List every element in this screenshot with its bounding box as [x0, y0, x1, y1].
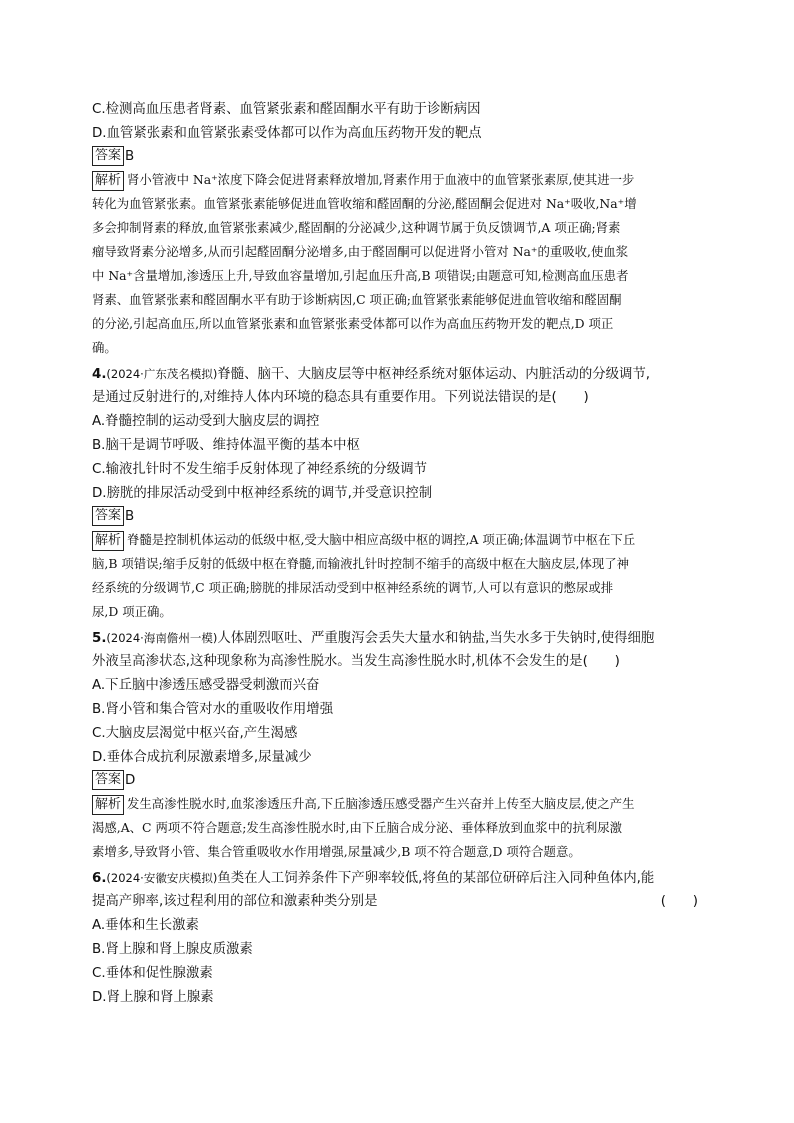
option-c: C.大脑皮层渴觉中枢兴奋,产生渴感 — [92, 726, 298, 741]
answer-blank: ( ) — [660, 894, 698, 909]
question-stem: 4.(2024·广东茂名模拟)脊髓、脑干、大脑皮层等中枢神经系统对躯体运动、内脏活动的分级调节, — [92, 367, 651, 382]
answer-row — [92, 770, 704, 792]
question-stem: 6.(2024·安徽安庆模拟)鱼类在人工饲养条件下产卵率较低,将鱼的某部位研碎后注入同种鱼体内,能 — [92, 871, 655, 886]
answer-value: D — [125, 773, 136, 788]
explanation-line: 确。 — [92, 340, 117, 355]
explanation-line: 经系统的分级调节,C 项正确;膀胱的排尿活动受到中枢神经系统的调节,人可以有意识的憋尿或排 — [92, 580, 614, 595]
answer-row — [92, 506, 704, 528]
explanation-line: 肾小管液中 Na⁺浓度下降会促进肾素释放增加,肾素作用于血液中的血管紧张素原,使其进一步 — [127, 172, 635, 187]
document-page — [92, 98, 704, 1010]
answer-value: B — [125, 149, 135, 164]
question-stem-line: 外液呈高渗状态,这种现象称为高渗性脱水。当发生高渗性脱水时,机体不会发生的是( ) — [92, 654, 620, 669]
question-number: 6. — [92, 871, 107, 886]
explanation-line: 瘤导致肾素分泌增多,从而引起醛固酮分泌增多,由于醛固酮可以促进肾小管对 Na⁺的重吸收,使血浆 — [92, 244, 629, 259]
answer-row — [92, 146, 704, 168]
explanation-line: 的分泌,引起高血压,所以血管紧张素和血管紧张素受体都可以作为高血压药物开发的靶点,D 项正 — [92, 316, 614, 331]
question-5 — [92, 626, 704, 864]
option-c: C.检测高血压患者肾素、血管紧张素和醛固酮水平有助于诊断病因 — [92, 102, 481, 117]
answer-tag: 答案 — [92, 770, 124, 790]
question-stem-line: 是通过反射进行的,对维持人体内环境的稳态具有重要作用。下列说法错误的是( ) — [92, 390, 589, 405]
explanation — [92, 792, 704, 864]
option-c: C.垂体和促性腺激素 — [92, 966, 213, 981]
explanation-line: 尿,D 项正确。 — [92, 604, 172, 619]
explanation-line: 转化为血管紧张素。血管紧张素能够促进血管收缩和醛固酮的分泌,醛固酮会促进对 Na⁺吸收,Na⁺增 — [92, 196, 637, 211]
option-d: D.垂体合成抗利尿激素增多,尿量减少 — [92, 750, 312, 765]
option-a: A.垂体和生长激素 — [92, 918, 199, 933]
explanation-line: 素增多,导致肾小管、集合管重吸收水作用增强,尿量减少,B 项不符合题意,D 项符合题意。 — [92, 844, 581, 859]
explanation-line: 中 Na⁺含量增加,渗透压上升,导致血容量增加,引起血压升高,B 项错误;由题意可知,检测高血压患者 — [92, 268, 629, 283]
option-d: D.膀胱的排尿活动受到中枢神经系统的调节,并受意识控制 — [92, 486, 433, 501]
answer-tag: 答案 — [92, 506, 124, 526]
option-a: A.脊髓控制的运动受到大脑皮层的调控 — [92, 414, 320, 429]
explanation-line: 渴感,A、C 两项不符合题意;发生高渗性脱水时,由下丘脑合成分泌、垂体释放到血浆中的抗利尿激 — [92, 820, 623, 835]
explanation-line: 脑,B 项错误;缩手反射的低级中枢在脊髓,而输液扎针时控制不缩手的高级中枢在大脑皮层,体现了神 — [92, 556, 630, 571]
explanation-tag: 解析 — [92, 531, 124, 551]
answer-tag: 答案 — [92, 146, 124, 166]
question-source: (2024·海南儋州一模) — [106, 631, 218, 645]
option-c: C.输液扎针时不发生缩手反射体现了神经系统的分级调节 — [92, 462, 427, 477]
explanation-line: 发生高渗性脱水时,血浆渗透压升高,下丘脑渗透压感受器产生兴奋并上传至大脑皮层,使之产生 — [127, 796, 635, 811]
option-b: B.肾小管和集合管对水的重吸收作用增强 — [92, 702, 334, 717]
option-d: D.血管紧张素和血管紧张素受体都可以作为高血压药物开发的靶点 — [92, 126, 482, 141]
question-number: 4. — [92, 367, 107, 382]
question-source: (2024·广东茂名模拟) — [106, 367, 218, 381]
q3-continuation — [92, 98, 704, 360]
question-source: (2024·安徽安庆模拟) — [106, 871, 218, 885]
explanation — [92, 168, 704, 360]
option-a: A.下丘脑中渗透压感受器受刺激而兴奋 — [92, 678, 320, 693]
question-stem: 5.(2024·海南儋州一模)人体剧烈呕吐、严重腹泻会丢失大量水和钠盐,当失水多于失钠时,使得细胞 — [92, 631, 655, 646]
question-4 — [92, 362, 704, 624]
option-b: B.脑干是调节呼吸、维持体温平衡的基本中枢 — [92, 438, 360, 453]
question-6 — [92, 866, 704, 1010]
option-d: D.肾上腺和肾上腺素 — [92, 990, 214, 1005]
explanation-line: 多会抑制肾素的释放,血管紧张素减少,醛固酮的分泌减少,这种调节属于负反馈调节,A 项正确;肾素 — [92, 220, 621, 235]
question-stem-line: 提高产卵率,该过程利用的部位和激素种类分别是 ( ) — [92, 890, 704, 914]
explanation-line: 肾素、血管紧张素和醛固酮水平有助于诊断病因,C 项正确;血管紧张素能够促进血管收缩和醛固酮 — [92, 292, 622, 307]
question-number: 5. — [92, 631, 107, 646]
explanation — [92, 528, 704, 624]
explanation-tag: 解析 — [92, 171, 124, 191]
answer-value: B — [125, 509, 135, 524]
option-b: B.肾上腺和肾上腺皮质激素 — [92, 942, 253, 957]
explanation-line: 脊髓是控制机体运动的低级中枢,受大脑中相应高级中枢的调控,A 项正确;体温调节中枢在下丘 — [127, 532, 636, 547]
explanation-tag: 解析 — [92, 795, 124, 815]
